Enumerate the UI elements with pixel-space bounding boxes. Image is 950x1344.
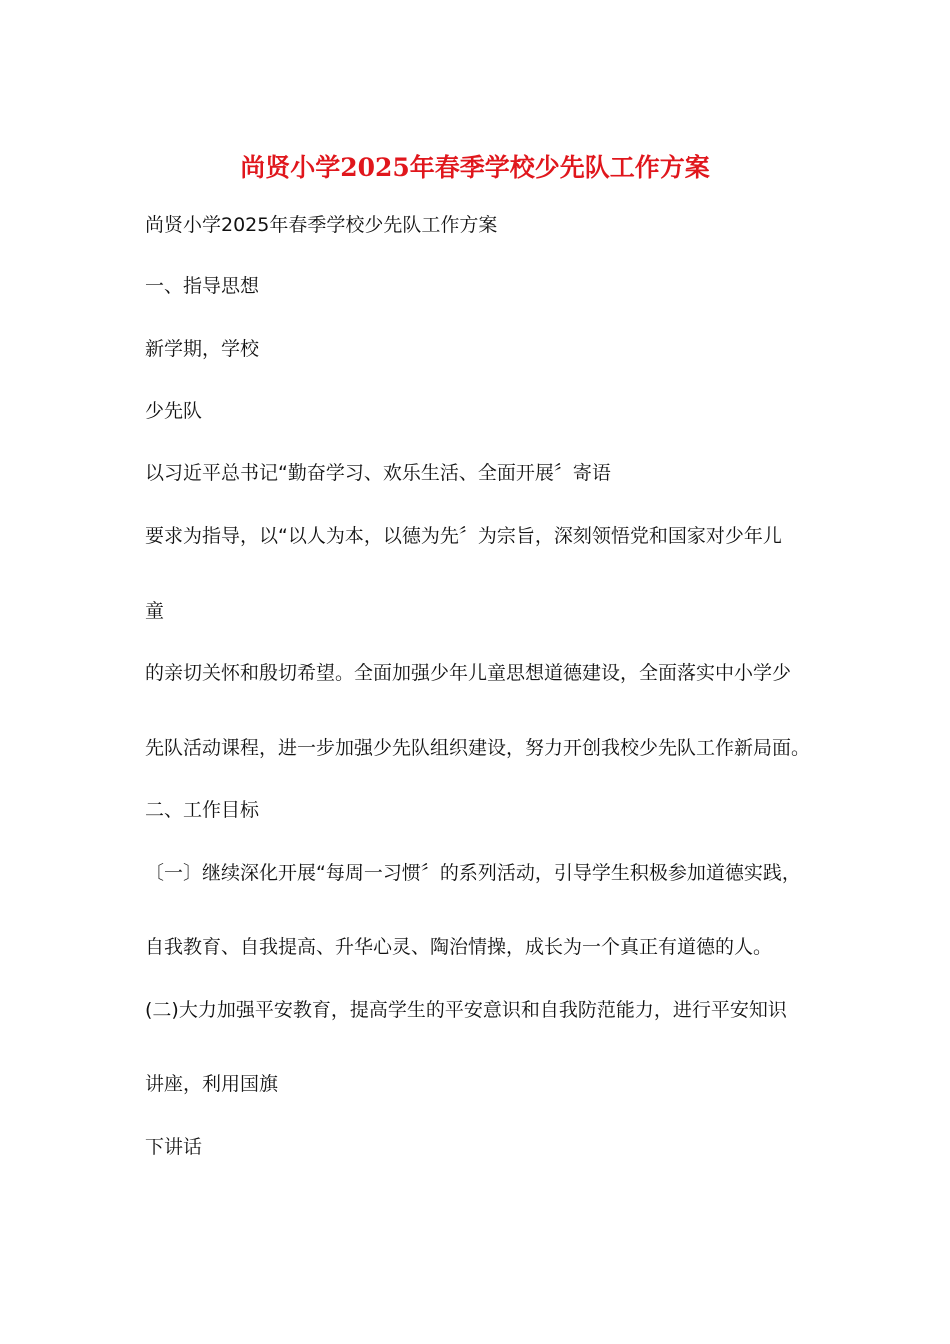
paragraph-line: 少先队 — [145, 400, 203, 422]
paragraph-line: (二)大力加强平安教育，提高学生的平安意识和自我防范能力，进行平安知识 — [145, 999, 787, 1021]
paragraph-line: 的亲切关怀和殷切希望。全面加强少年儿童思想道德建设，全面落实中小学少 — [145, 662, 792, 684]
paragraph-line: 以习近平总书记“勤奋学习、欢乐生活、全面开展〞寄语 — [145, 462, 611, 484]
paragraph-line: 要求为指导，以“以人为本，以德为先〞为宗旨，深刻领悟党和国家对少年儿 — [145, 525, 782, 547]
subtitle-line: 尚贤小学2025年春季学校少先队工作方案 — [145, 214, 498, 236]
paragraph-line: 童 — [145, 600, 165, 622]
paragraph-line: 先队活动课程，进一步加强少先队组织建设，努力开创我校少先队工作新局面。 — [145, 737, 811, 759]
document-title: 尚贤小学2025年春季学校少先队工作方案 — [240, 153, 710, 182]
paragraph-line: 讲座，利用国旗 — [145, 1073, 279, 1095]
paragraph-line: 新学期，学校 — [145, 338, 260, 360]
paragraph-line: 〔一〕继续深化开展“每周一习惯〞的系列活动，引导学生积极参加道德实践， — [145, 862, 801, 884]
section-heading-work-goals: 二、工作目标 — [145, 799, 260, 821]
paragraph-line: 自我教育、自我提高、升华心灵、陶治情操，成长为一个真正有道德的人。 — [145, 936, 773, 958]
section-heading-guiding-ideology: 一、指导思想 — [145, 275, 260, 297]
paragraph-line: 下讲话 — [145, 1136, 203, 1158]
